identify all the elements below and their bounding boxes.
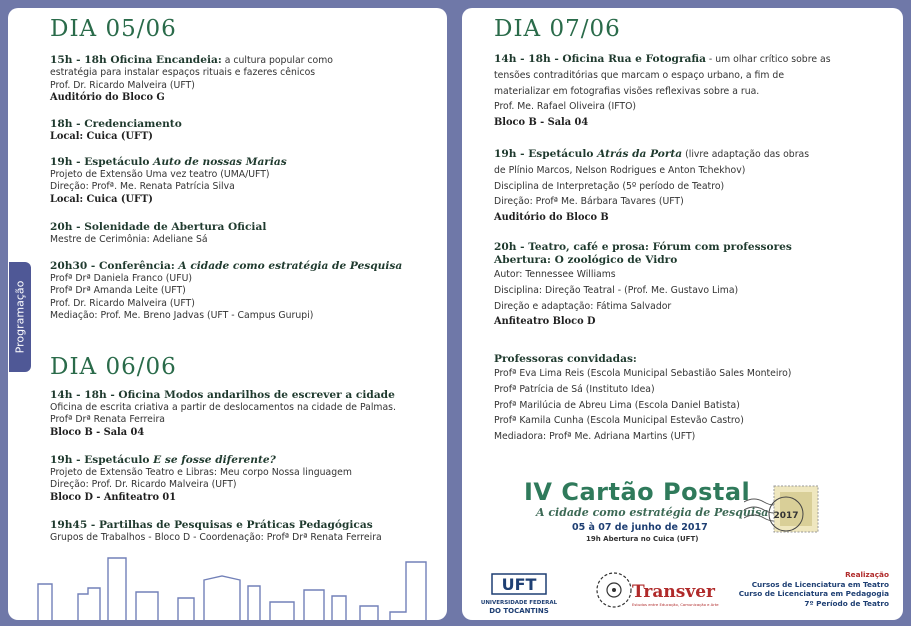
postal-title: IV Cartão Postal (524, 478, 751, 506)
event-modos-andarilhos (50, 389, 445, 439)
event-title: 20h - Solenidade de Abertura Oficial (50, 221, 267, 233)
event-line: Prof. Dr. Ricardo Malveira (UFT) (50, 297, 195, 309)
guest-teachers (494, 353, 894, 445)
event-abertura (50, 221, 440, 246)
transver-text: Transver (632, 582, 715, 602)
event-line: Prof. Dr. Ricardo Malveira (UFT) (50, 79, 195, 91)
event-line: estratégia para instalar espaços rituais e fazeres cênicos (50, 67, 316, 79)
event-title: 14h - 18h - Oficina Modos andarilhos de escrever a cidade (50, 389, 395, 401)
event-rua-fotografia (494, 52, 894, 131)
event-line: Profª Kamila Cunha (Escola Municipal Estevão Castro) (494, 415, 744, 427)
realizacao-line: Curso de Licenciatura em Pedagogia (738, 589, 889, 598)
event-line: Disciplina: Direção Teatral - (Prof. Me. Gustavo Lima) (494, 284, 739, 296)
event-location: Bloco B - Sala 04 (494, 117, 589, 129)
event-line: Direção: Prof. Dr. Ricardo Malveira (UFT) (50, 479, 237, 491)
uft-logo (481, 574, 558, 615)
event-title-italic: A cidade como estratégia de Pesquisa (178, 260, 403, 272)
event-line: Direção: Profª. Me. Renata Patrícia Silva (50, 181, 235, 193)
event-title: 19h - Espetáculo (50, 156, 154, 168)
event-line: Profª Marilúcia de Abreu Lima (Escola Daniel Batista) (494, 399, 740, 411)
event-line: Projeto de Extensão Teatro e Libras: Meu corpo Nossa linguagem (50, 467, 352, 478)
event-se-fosse-diferente (50, 454, 445, 504)
event-line: Autor: Tennessee Williams (494, 269, 616, 280)
event-subtitle: Abertura: O zoológico de Vidro (494, 254, 678, 266)
day-heading: DIA 05/06 (50, 16, 177, 42)
day-heading: DIA 07/06 (494, 16, 621, 42)
event-forum (494, 241, 894, 330)
event-line: Mestre de Cerimônia: Adeliane Sá (50, 234, 208, 245)
event-line: Prof. Me. Rafael Oliveira (IFTO) (494, 101, 637, 113)
event-credenciamento (50, 118, 440, 143)
event-conferencia (50, 260, 440, 322)
postage-stamp-icon (744, 480, 822, 540)
stamp-year: 2017 (773, 511, 799, 521)
event-location: Local: Cuica (UFT) (50, 131, 153, 142)
event-title-tail: (livre adaptação das obras (682, 149, 810, 160)
event-title-italic: E se fosse diferente? (153, 454, 276, 466)
event-line: Profª Drª Amanda Leite (UFT) (50, 285, 186, 297)
event-title-tail: - um olhar crítico sobre as (705, 54, 831, 65)
right-panel (462, 8, 903, 620)
uft-line2: DO TOCANTINS (489, 607, 549, 615)
event-title: Professoras convidadas: (494, 353, 637, 365)
event-title-italic: Atrás da Porta (597, 148, 683, 160)
event-line: Profª Drª Daniela Franco (UFU) (50, 273, 193, 284)
event-location: Anfiteatro Bloco D (494, 316, 596, 328)
city-skyline-illustration (8, 548, 447, 620)
event-line: de Plínio Marcos, Nelson Rodrigues e Anton Tchekhov) (494, 164, 746, 176)
day-heading: DIA 06/06 (50, 354, 177, 380)
cartao-postal-banner (524, 478, 844, 568)
realizacao-line: Cursos de Licenciatura em Teatro (751, 579, 889, 589)
left-panel (8, 8, 447, 620)
event-line: Mediação: Prof. Me. Breno Jadvas (UFT - Campus Gurupi) (50, 309, 314, 321)
realizacao-line: 7º Período de Teatro (804, 598, 889, 608)
event-line: Grupos de Trabalhos - Bloco D - Coordenação: Profª Drª Renata Ferreira (50, 532, 382, 543)
event-partilhas (50, 519, 445, 544)
event-line: Projeto de Extensão Uma vez teatro (UMA/UFT) (50, 169, 270, 180)
event-title: 20h - Teatro, café e prosa: Fórum com professores (494, 241, 792, 253)
transver-logo (597, 573, 719, 607)
postal-subtitle: A cidade como estratégia de Pesquisa (536, 506, 769, 519)
event-title: 19h45 - Partilhas de Pesquisas e Práticas Pedagógicas (50, 519, 373, 531)
transver-subtitle: Estudos entre Educação, Comunicação e Arte (632, 602, 719, 607)
uft-line1: UNIVERSIDADE FEDERAL (480, 600, 558, 606)
event-line: Direção e adaptação: Fátima Salvador (494, 300, 672, 312)
event-location: Bloco D - Anfiteatro 01 (50, 491, 177, 503)
event-line: materializar em fotografias visões reflexivas sobre a rua. (494, 85, 760, 97)
programacao-tab-label: Programação (13, 280, 27, 354)
event-line: Profª Drª Renata Ferreira (50, 414, 165, 426)
event-line: Profª Eva Lima Reis (Escola Municipal Sebastião Sales Monteiro) (494, 368, 792, 379)
programacao-tab (9, 262, 31, 372)
event-title: 19h - Espetáculo (494, 148, 598, 160)
postal-opening: 19h Abertura no Cuica (UFT) (586, 535, 699, 543)
event-line: Disciplina de Interpretação (5º período de Teatro) (494, 180, 725, 192)
event-location: Bloco B - Sala 04 (50, 426, 145, 438)
event-title: 14h - 18h - Oficina Rua e Fotografia (494, 53, 706, 65)
event-title: 18h - Credenciamento (50, 118, 182, 130)
event-line: Direção: Profª Me. Bárbara Tavares (UFT) (494, 196, 684, 208)
event-location: Local: Cuica (UFT) (50, 193, 153, 205)
event-title: 20h30 - Conferência: (50, 260, 179, 272)
event-title: 19h - Espetáculo (50, 454, 154, 466)
realizacao-title: Realização (845, 570, 889, 579)
event-title-italic: Auto de nossas Marias (153, 156, 287, 168)
postal-dates: 05 à 07 de junho de 2017 (572, 522, 708, 533)
event-location: Auditório do Bloco G (50, 91, 165, 103)
event-atras-da-porta (494, 147, 894, 226)
event-line: tensões contraditórias que marcam o espaço urbano, a fim de (494, 69, 785, 81)
event-oficina-encandeia (50, 54, 440, 104)
event-line: Mediadora: Profª Me. Adriana Martins (UFT) (494, 431, 696, 443)
uft-logo-text: UFT (501, 575, 537, 594)
event-title-tail: a cultura popular como (221, 55, 333, 66)
event-line: Oficina de escrita criativa a partir de deslocamentos na cidade de Palmas. (50, 402, 396, 413)
realizacao-block (739, 570, 889, 608)
event-location: Auditório do Bloco B (494, 212, 609, 224)
event-auto-marias (50, 156, 440, 206)
event-line: Profª Patrícia de Sá (Instituto Idea) (494, 383, 655, 395)
event-title: 15h - 18h Oficina Encandeia: (50, 54, 222, 66)
